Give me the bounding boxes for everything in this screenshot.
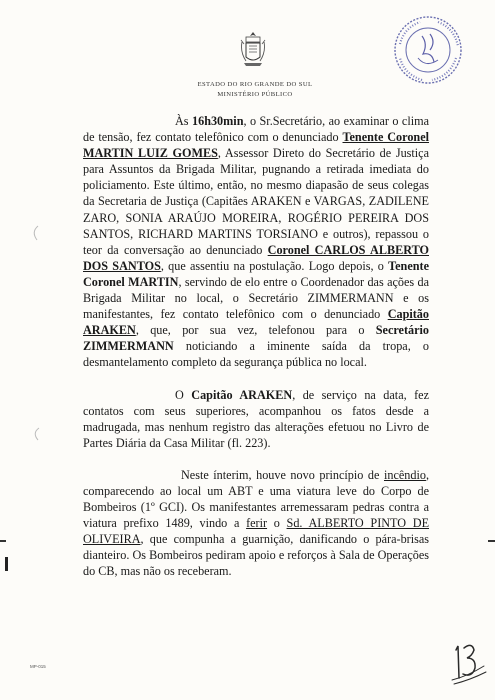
margin-tick [0,540,6,542]
text-run: , o Sr.Secretário, ao examinar o clima de tensão, fez contato telefônico com o denunciado [83,114,429,145]
form-code: MP-015 [30,664,46,669]
paragraph-1 [83,113,429,371]
pencil-mark-icon [28,224,42,242]
header-institution: MINISTÉRIO PÚBLICO [217,91,293,98]
text-run: , servindo de elo entre o Coordenador das ações da Brigada Militar no local, o Secretário ZIMMERMANN e os manifestantes, fez contato telefônico com o denunciado [83,274,429,322]
paragraph-3 [83,467,429,580]
text-run: , Assessor Direto do Secretário de Justiça para Assuntos da Brigada Militar, pugnando a retirada imediata do policiamento. Este último, então, no mesmo diapasão de seus colegas da Secretaria de Justiça (Capitães ARAKEN e VARGAS, ZADILENE ZARO, SONIA ARAÚJO MOREIRA, ROGÉRIO PEREIRA DOS SANTOS, RICHARD MARTINS TORSIANO e outros), repassou o teor da conversação ao denunciado [83,146,429,257]
coat-of-arms-icon [238,30,268,72]
text-run: Às [175,114,192,128]
text-run: O [175,387,192,402]
document-body [83,113,429,580]
text-run: , que compunha a guarnição, danificando o pára-brisas dianteiro. Os Bombeiros pediram apoio e reforços à Sala de Operações do CB, mas não os receberam. [83,532,429,579]
handwritten-page-number [448,636,488,686]
text-run: Tenente Coronel MARTIN LUIZ GOMES [83,130,429,161]
text-run: Tenente Coronel MARTIN [83,258,429,289]
pencil-mark-icon [30,426,42,442]
text-run: , comparecendo ao local um ABT e uma viatura leve do Corpo de Bombeiros (1º GCI). Os manifestantes arremessaram pedras contra a viatura prefixo 1489, vindo a [83,467,429,531]
official-stamp [392,14,464,86]
text-run: 16h30min [192,114,244,128]
text-run: , que assentiu na postulação. Logo depois, o [160,258,389,273]
text-run: incêndio [383,467,426,482]
text-run: Sd. ALBERTO PINTO DE OLIVEIRA [83,516,430,547]
margin-tick [488,540,495,542]
text-run: noticiando a iminente saída da tropa, o desmantelamento completo da segurança pública no local. [83,339,429,370]
text-run: o [267,516,287,531]
paragraph-2 [83,387,429,451]
text-run: Neste ínterim, houve novo princípio de [181,467,384,482]
text-run: Capitão ARAKEN [191,387,293,402]
text-run: ferir [246,516,268,531]
header-state-name: ESTADO DO RIO GRANDE DO SUL [197,81,313,88]
margin-tick [5,557,8,571]
text-run: , que, por sua vez, telefonou para o [135,323,376,338]
text-run: , de serviço na data, fez contatos com seus superiores, acompanhou os fatos desde a madrugada, mas nenhum registro das alterações efetuou no Livro de Partes Diária da Casa Militar (fl. 223). [83,387,429,450]
text-run: Capitão ARAKEN [83,307,429,338]
text-run: Coronel CARLOS ALBERTO DOS SANTOS [83,242,429,273]
text-run: Secretário ZIMMERMANN [83,323,429,354]
